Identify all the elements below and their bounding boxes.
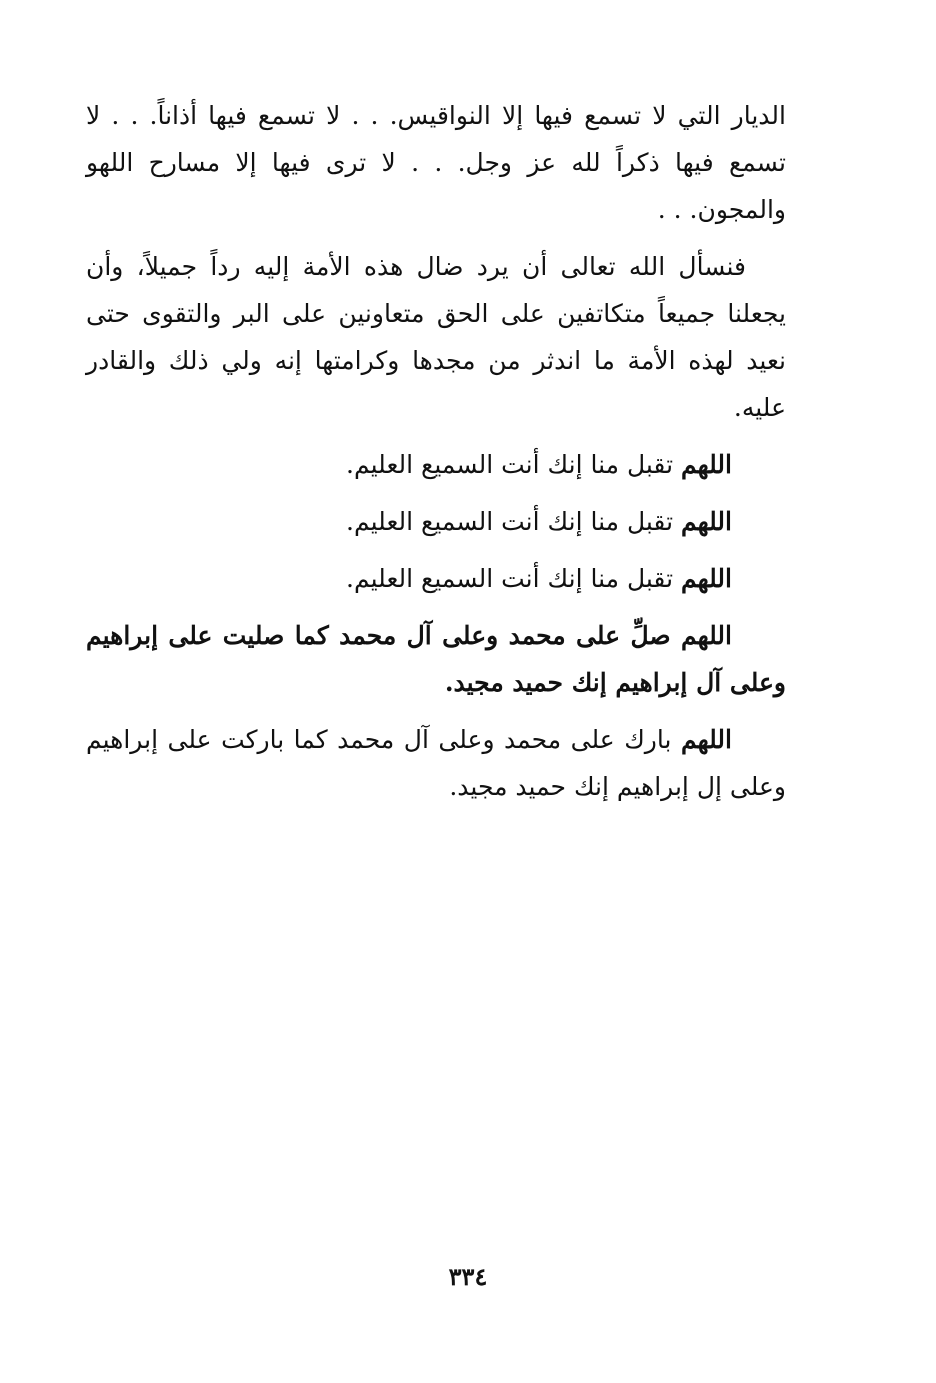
paragraph-supplication: فنسأل الله تعالى أن يرد ضال هذه الأمة إليه رداً جميلاً، وأن يجعلنا جميعاً متكاتفين على الحق متعاونين على البر والتقوى حتى نعيد لهذه الأمة ما اندثر من مجدها وكرامتها إنه ولي ذلك والقادر عليه. [86,252,786,422]
salawat-paragraph: اللهم صلِّ على محمد وعلى آل محمد كما صليت على إبراهيم وعلى آل إبراهيم إنك حميد مجيد. [86,621,786,697]
paragraph-continuation: الديار التي لا تسمع فيها إلا النواقيس. . . لا تسمع فيها أذاناً. . . لا تسمع فيها ذكراً لله عز وجل. . . لا ترى فيها إلا مسارح اللهو والمجون. . . [86,101,786,224]
prayer-lead-word: اللهم [680,507,732,536]
baraka-lead-word: اللهم [680,725,732,754]
baraka-text: بارك على محمد وعلى آل محمد كما باركت على إبراهيم وعلى إل إبراهيم إنك حميد مجيد. [86,725,786,801]
prayer-line-2 [86,498,786,545]
prayer-lead-word: اللهم [680,450,732,479]
prayer-text: تقبل منا إنك أنت السميع العليم. [346,564,681,593]
page-body [86,92,786,820]
prayer-line-1 [86,441,786,488]
prayer-text: تقبل منا إنك أنت السميع العليم. [346,507,681,536]
baraka-paragraph [86,716,786,810]
prayer-text: تقبل منا إنك أنت السميع العليم. [346,450,681,479]
prayer-line-3 [86,555,786,602]
page-number: ٣٣٤ [448,1262,488,1291]
prayer-lead-word: اللهم [680,564,732,593]
